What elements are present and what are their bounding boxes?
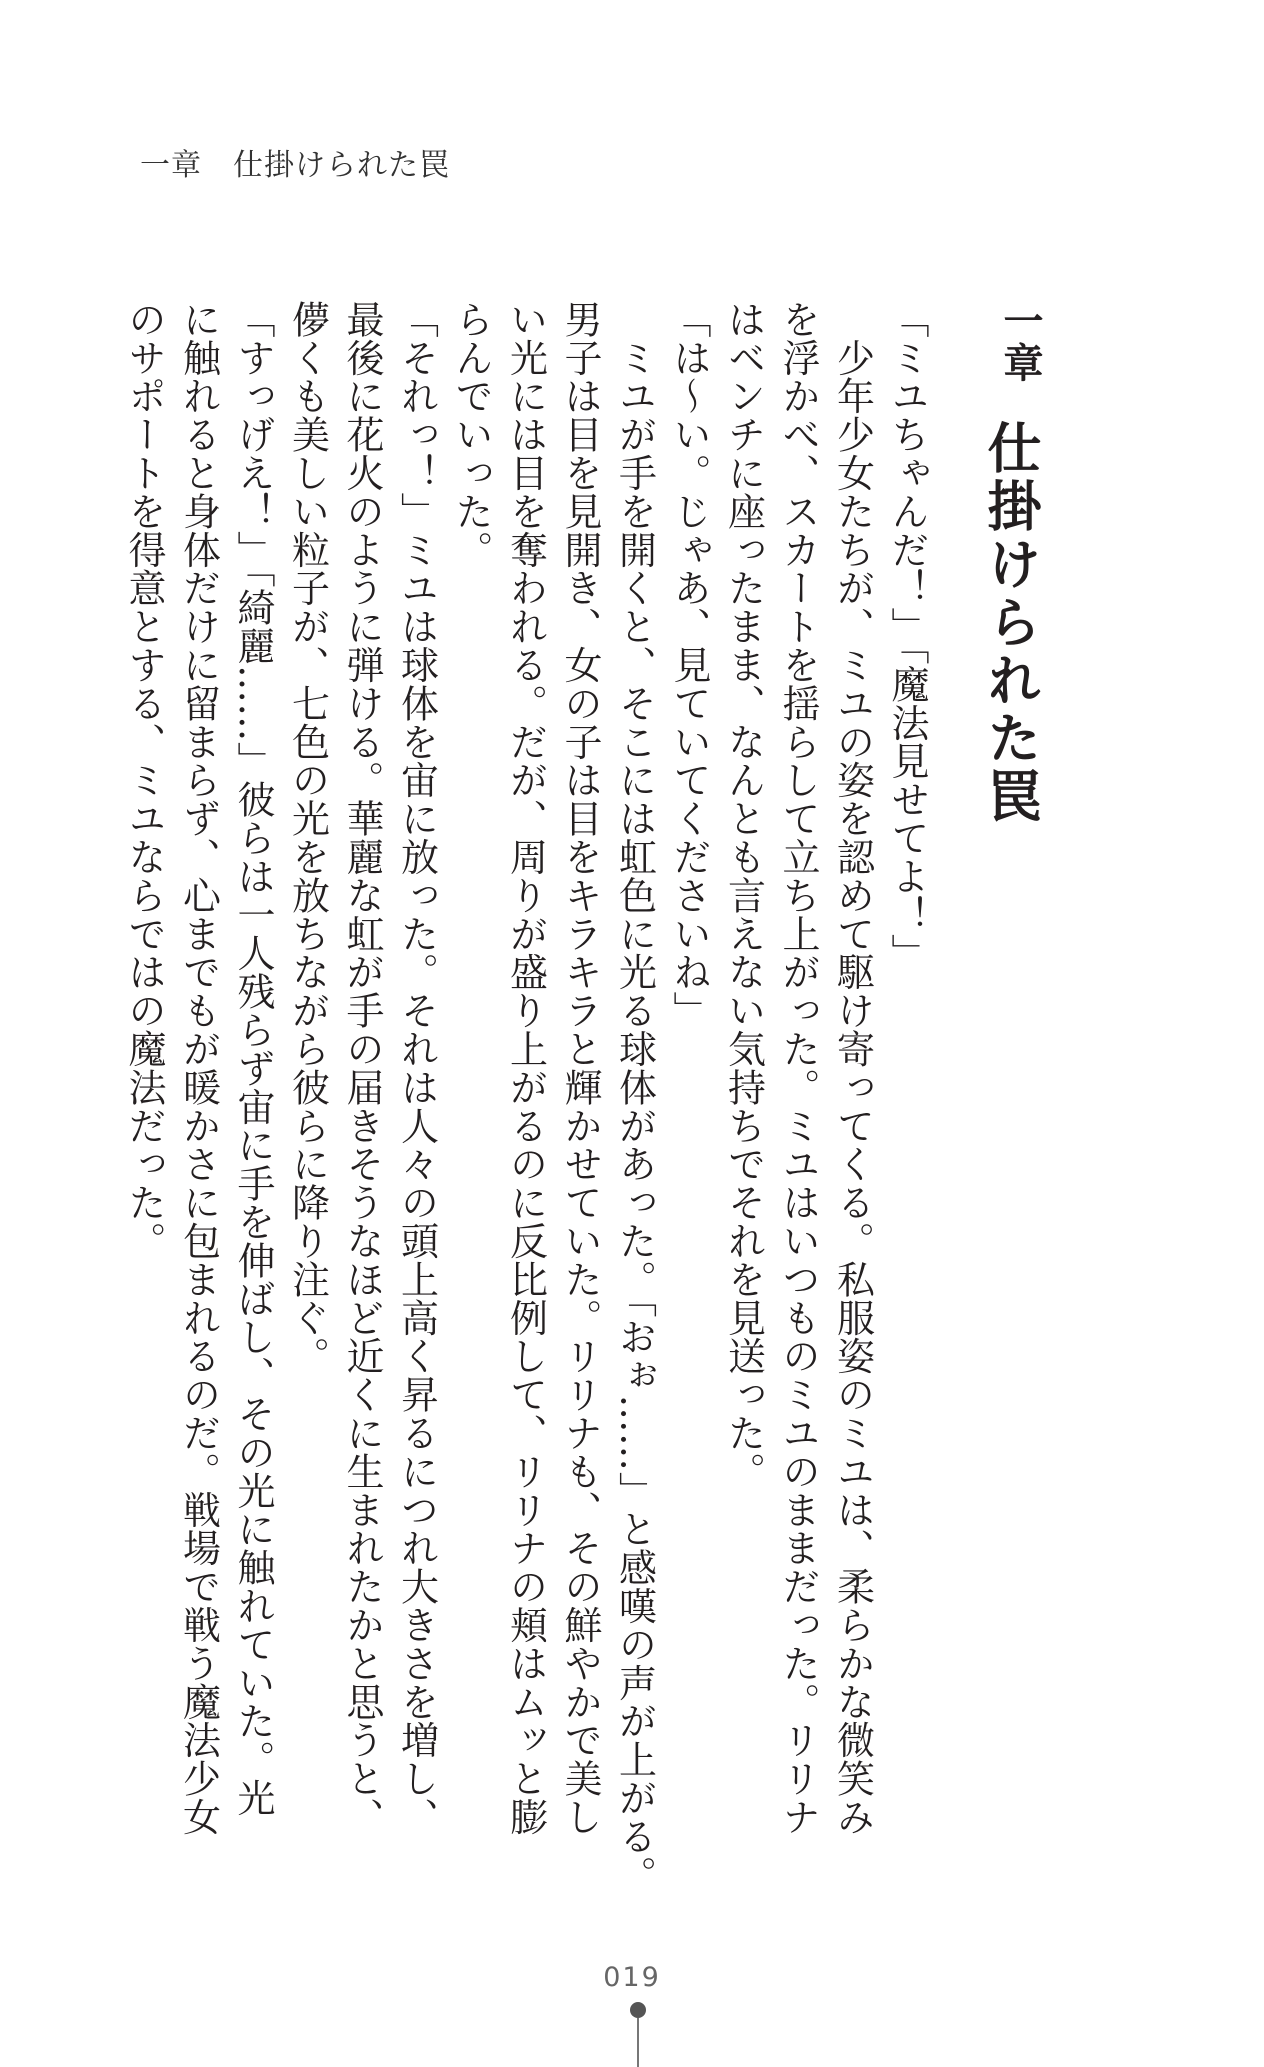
body-line: い光には目を奪われる。だが、周りが盛り上がるのに反比例して、リリナの頬はムッと膨 — [503, 300, 548, 1836]
body-line: 儚くも美しい粒子が、七色の光を放ちながら彼らに降り注ぐ。 — [285, 300, 330, 1376]
body-line: 最後に花火のように弾ける。華麗な虹が手の届きそうなほど近くに生まれたかと思うと、 — [340, 300, 384, 1836]
body-text — [117, 300, 935, 1894]
body-line: 男子は目を見開き、女の子は目をキラキラと輝かせていた。リリナも、その鮮やかで美し — [558, 300, 602, 1836]
running-header: 一章 仕掛けられた罠 — [140, 148, 450, 183]
body-line: ミユが手を開くと、そこには虹色に光る球体があった。「おぉ……」と感嘆の声が上がる。 — [612, 300, 657, 1894]
chapter-title: 仕掛けられた罠 — [979, 420, 1042, 826]
body-line: 「は～い。じゃあ、見ていてくださいね」 — [667, 300, 711, 1030]
body-line: 少年少女たちが、ミユの姿を認めて駆け寄ってくる。私服姿のミユは、柔らかな微笑み — [830, 300, 875, 1836]
body-line: はベンチに座ったまま、なんとも言えない気持ちでそれを見送った。 — [721, 300, 766, 1491]
page-marker-dot — [630, 2002, 646, 2018]
page-footer — [0, 1962, 1264, 1993]
page-number: 019 — [603, 1962, 661, 1993]
body-line: を浮かべ、スカートを揺らして立ち上がった。ミユはいつものミユのままだった。リリナ — [776, 300, 820, 1836]
chapter-heading — [972, 300, 1049, 826]
chapter-number: 一章 — [997, 300, 1043, 384]
body-line: のサポートを得意とする、ミユならではの魔法だった。 — [122, 300, 166, 1260]
page-marker-line — [637, 2018, 639, 2067]
body-line: 「すっげえ！」「綺麗……」彼らは一人残らず宙に手を伸ばし、その光に触れていた。光 — [231, 300, 275, 1817]
body-line: に触れると身体だけに留まらず、心までもが暖かさに包まれるのだ。戦場で戦う魔法少女 — [176, 300, 221, 1836]
body-line: 「ミユちゃんだ！」「魔法見せてよ！」 — [885, 300, 929, 973]
body-line: 「それっ！」ミユは球体を宙に放った。それは人々の頭上高く昇るにつれ大きさを増し、 — [394, 300, 439, 1836]
body-line: らんでいった。 — [449, 300, 493, 569]
